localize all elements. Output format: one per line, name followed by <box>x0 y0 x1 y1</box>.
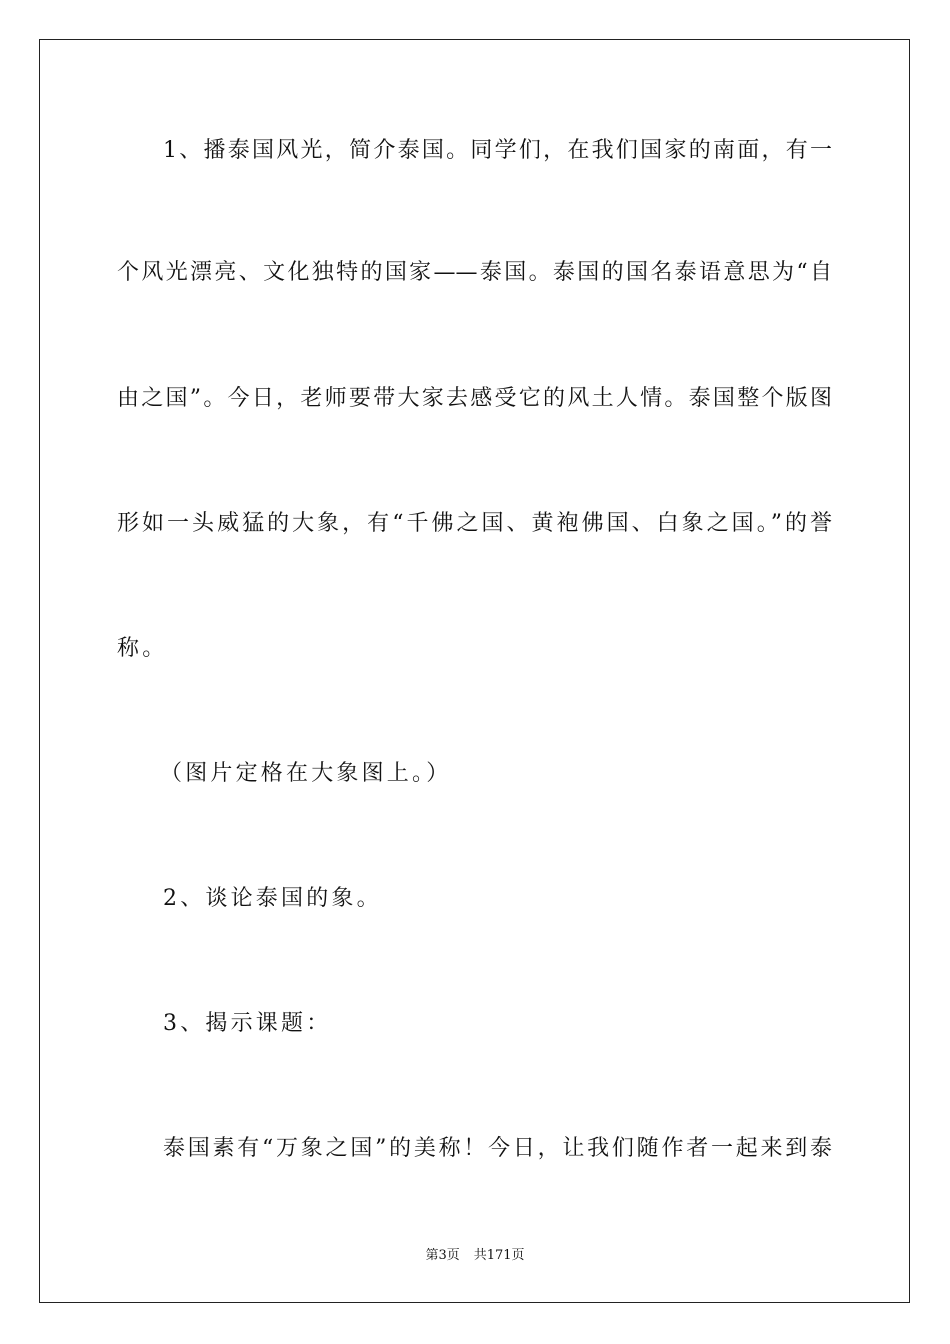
paragraph-line-3: 由之国”。今日，老师要带大家去感受它的风土人情。泰国整个版图 <box>117 386 832 411</box>
total-pages: 共171页 <box>473 1248 525 1263</box>
paragraph-line-4: 形如一头威猛的大象，有“千佛之国、黄袍佛国、白象之国。”的誉 <box>117 511 832 536</box>
paragraph-line-8: 3、揭示课题： <box>163 1011 332 1036</box>
paragraph-line-2: 个风光漂亮、文化独特的国家——泰国。泰国的国名泰语意思为“自 <box>117 260 832 285</box>
page-number: 第3页 <box>425 1248 460 1263</box>
paragraph-line-7: 2、谈论泰国的象。 <box>163 886 382 911</box>
paragraph-line-6: （图片定格在大象图上。） <box>160 761 452 786</box>
page-border <box>39 39 910 1303</box>
paragraph-line-1: 1、播泰国风光，简介泰国。同学们，在我们国家的南面，有一 <box>163 138 832 163</box>
paragraph-line-9: 泰国素有“万象之国”的美称！今日，让我们随作者一起来到泰 <box>163 1136 832 1161</box>
page-footer <box>0 1247 950 1265</box>
paragraph-line-5: 称。 <box>117 636 168 661</box>
